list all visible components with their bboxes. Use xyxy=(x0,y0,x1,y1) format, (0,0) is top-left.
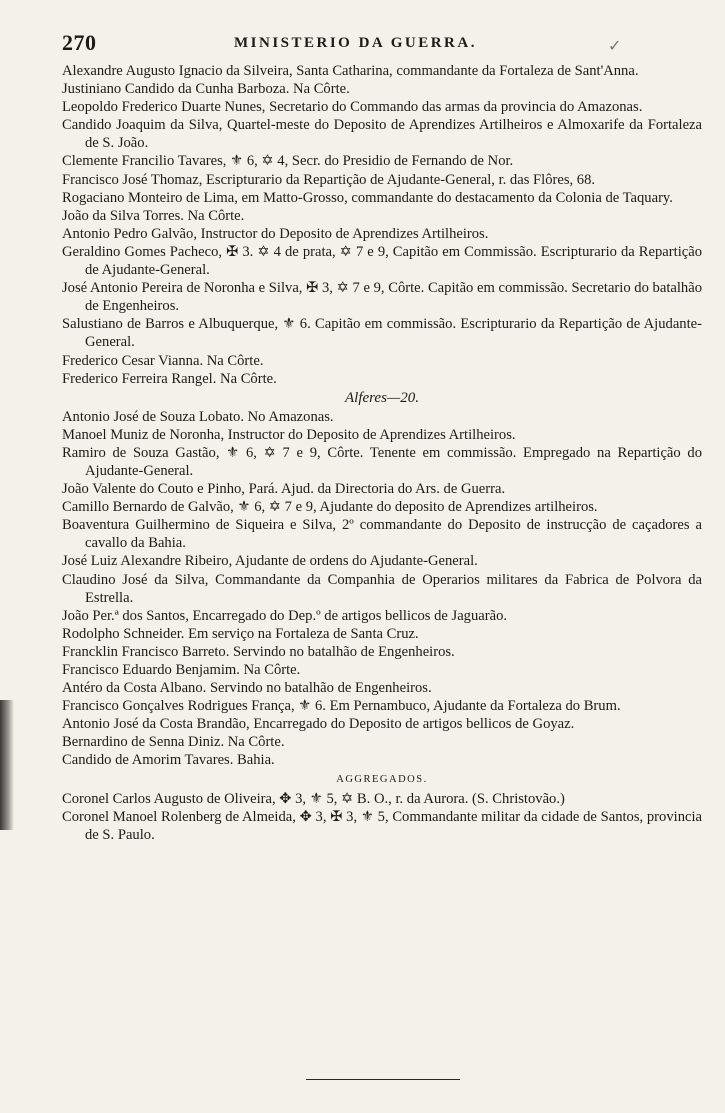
section-title-alferes: Alferes—20. xyxy=(344,389,420,406)
entry: Justiniano Candido da Cunha Barboza. Na Côrte. xyxy=(62,81,350,98)
entry: Candido de Amorim Tavares. Bahia. xyxy=(62,752,275,769)
entry: Bernardino de Senna Diniz. Na Côrte. xyxy=(62,734,285,751)
entry: Francisco Eduardo Benjamim. Na Côrte. xyxy=(62,662,301,678)
entry: João da Silva Torres. Na Côrte. xyxy=(62,207,245,224)
entry: Candido Joaquim da Silva, Quartel-meste do Deposito de Aprendizes Artilheiros e Almoxarife da Fortaleza de S. João. xyxy=(62,117,702,152)
entry: Rogaciano Monteiro de Lima, em Matto-Grosso, commandante do destacamento da Colonia de Taquary. xyxy=(62,189,673,206)
entry: Frederico Ferreira Rangel. Na Côrte. xyxy=(62,370,277,387)
page-header xyxy=(62,30,702,56)
binding-shadow xyxy=(0,700,14,830)
entry: João Valente do Couto e Pinho, Pará. Ajud. da Directoria do Ars. de Guerra. xyxy=(62,481,506,498)
entry: Clemente Francilio Tavares, ⚜ 6, ✡ 4, Secr. do Presidio de Fernando de Nor. xyxy=(62,153,514,170)
entry: Francisco José Thomaz, Escripturario da Repartição de Ajudante-General, r. das Flôres, 68. xyxy=(62,171,596,188)
entry: José Antonio Pereira de Noronha e Silva, ✠ 3, ✡ 7 e 9, Côrte. Capitão em commissão. Secretario do batalhão de Engenheiros. xyxy=(62,280,702,315)
bottom-rule xyxy=(306,1079,460,1080)
entries-list xyxy=(62,62,702,844)
running-title: MINISTERIO DA GUERRA. xyxy=(234,35,477,51)
entry: Manoel Muniz de Noronha, Instructor do Deposito de Aprendizes Artilheiros. xyxy=(62,426,516,443)
entry: Coronel Manoel Rolenberg de Almeida, ✥ 3, ✠ 3, ⚜ 5, Commandante militar da cidade de Santos, provincia de S. Paulo. xyxy=(62,808,702,843)
section-title-aggregados: AGGREGADOS. xyxy=(336,773,428,785)
entry: Antonio José da Costa Brandão, Encarregado do Deposito de artigos bellicos de Goyaz. xyxy=(62,716,575,733)
entry: Salustiano de Barros e Albuquerque, ⚜ 6. Capitão em commissão. Escripturario da Repartição de Ajudante-General. xyxy=(62,316,702,351)
entry: Alexandre Augusto Ignacio da Silveira, Santa Catharina, commandante da Fortaleza de Sant'Anna. xyxy=(62,63,639,79)
entry: Coronel Carlos Augusto de Oliveira, ✥ 3, ⚜ 5, ✡ B. O., r. da Aurora. (S. Christovão.) xyxy=(62,790,565,807)
entry: Antonio José de Souza Lobato. No Amazonas. xyxy=(62,408,334,425)
entry: Leopoldo Frederico Duarte Nunes, Secretario do Commando das armas da provincia do Amazonas. xyxy=(62,99,643,116)
entry: Claudino José da Silva, Commandante da Companhia de Operarios militares da Fabrica de Polvora da Estrella. xyxy=(62,571,702,606)
entry: Frederico Cesar Vianna. Na Côrte. xyxy=(62,352,264,369)
entry: Camillo Bernardo de Galvão, ⚜ 6, ✡ 7 e 9, Ajudante do deposito de Aprendizes artilheiros. xyxy=(62,499,598,516)
entry: Rodolpho Schneider. Em serviço na Fortaleza de Santa Cruz. xyxy=(62,625,419,642)
entry: Antonio Pedro Galvão, Instructor do Deposito de Aprendizes Artilheiros. xyxy=(62,225,489,242)
entry: Antéro da Costa Albano. Servindo no batalhão de Engenheiros. xyxy=(62,680,432,697)
page-number: 270 xyxy=(62,30,97,55)
entry: José Luiz Alexandre Ribeiro, Ajudante de ordens do Ajudante-General. xyxy=(62,553,478,570)
entry: João Per.ª dos Santos, Encarregado do Dep.º de artigos bellicos de Jaguarão. xyxy=(62,607,508,624)
entry: Geraldino Gomes Pacheco, ✠ 3. ✡ 4 de prata, ✡ 7 e 9, Capitão em Commissão. Escripturario da Repartição de Ajudante-General. xyxy=(62,243,702,279)
entry: Francisco Gonçalves Rodrigues França, ⚜ 6. Em Pernambuco, Ajudante da Fortaleza do Brum. xyxy=(62,698,621,715)
pencil-check-icon: ✓ xyxy=(608,38,622,55)
entry: Francklin Francisco Barreto. Servindo no batalhão de Engenheiros. xyxy=(62,643,455,660)
entry: Ramiro de Souza Gastão, ⚜ 6, ✡ 7 e 9, Côrte. Tenente em commissão. Empregado na Repartição do Ajudante-General. xyxy=(62,444,702,479)
entry: Boaventura Guilhermino de Siqueira e Silva, 2º commandante do Deposito de instrucção de caçadores a cavallo da Bahia. xyxy=(62,517,702,552)
